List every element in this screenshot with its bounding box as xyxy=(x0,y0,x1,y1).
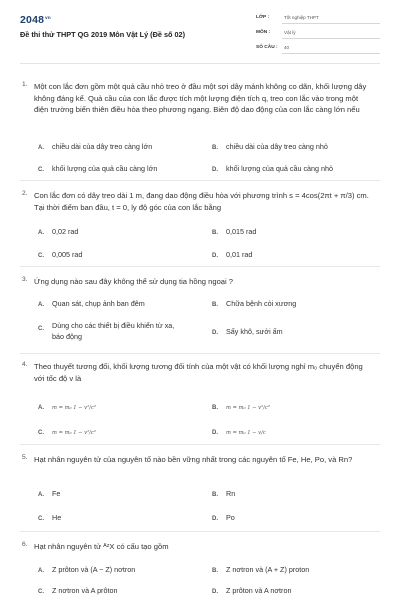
question-divider xyxy=(20,444,380,445)
option-a[interactable] xyxy=(38,226,78,239)
option-text: 0,015 rad xyxy=(226,227,257,236)
option-text: 0,02 rad xyxy=(52,227,79,236)
option-text: Sấy khô, sưởi ấm xyxy=(226,327,283,336)
option-c[interactable] xyxy=(38,320,188,342)
option-a[interactable] xyxy=(38,401,96,414)
option-d[interactable] xyxy=(212,326,283,339)
question-text: Theo thuyết tương đối, khối lượng tương đối tính của một vật có khối lượng nghỉ m₀ chuyển động với tốc độ v là xyxy=(34,362,363,383)
option-text: 0,01 rad xyxy=(226,250,253,259)
option-a[interactable] xyxy=(38,298,145,311)
option-text: Z prôton và (A − Z) nơtron xyxy=(52,565,136,574)
option-letter: D. xyxy=(212,516,218,522)
option-b[interactable] xyxy=(212,564,309,577)
question-number: 4. xyxy=(22,361,28,368)
option-b[interactable] xyxy=(212,401,270,414)
option-text: chiều dài của dây treo càng nhỏ xyxy=(226,142,328,151)
option-letter: C. xyxy=(38,430,44,436)
site-logo[interactable] xyxy=(20,14,51,26)
option-d[interactable] xyxy=(212,249,252,262)
option-d[interactable] xyxy=(212,426,266,439)
option-d[interactable] xyxy=(212,512,235,525)
option-text: Rn xyxy=(226,489,236,498)
option-letter: B. xyxy=(212,492,218,498)
question-text: Hạt nhân nguyên tử ᴬᶻX có cấu tạo gồm xyxy=(34,542,169,551)
option-text: khối lượng của quả cầu càng lớn xyxy=(52,164,158,173)
question-number: 6. xyxy=(22,541,28,548)
option-b[interactable] xyxy=(212,298,296,311)
question-number: 1. xyxy=(22,81,28,88)
option-letter: C. xyxy=(38,589,44,595)
option-letter: B. xyxy=(212,230,218,236)
option-letter: B. xyxy=(212,145,218,151)
option-text: chiều dài của dây treo càng lớn xyxy=(52,142,153,151)
question-text: Ứng dụng nào sau đây không thể sử dụng tia hồng ngoại ? xyxy=(34,277,234,286)
question-text: Một con lắc đơn gồm một quả cầu nhỏ treo ở đầu một sợi dây mảnh không co dãn, khối lượng dây không đáng kể. Quả cầu của con lắc được tích một lượng điện tích q, treo con lắc vào trong một điện trường biến thiên điều hòa theo phương ngang. Biên độ dao động của con lắc càng lớn nếu xyxy=(34,82,367,115)
option-a[interactable] xyxy=(38,488,60,501)
option-a[interactable] xyxy=(38,564,135,577)
option-c[interactable] xyxy=(38,585,117,598)
meta-value: 40 xyxy=(284,45,290,50)
option-text: Po xyxy=(226,513,235,522)
option-c[interactable] xyxy=(38,163,157,176)
meta-value: Tốt nghiệp THPT xyxy=(284,15,319,20)
option-a[interactable] xyxy=(38,141,152,154)
option-text: Chữa bệnh còi xương xyxy=(226,299,297,308)
option-c[interactable] xyxy=(38,426,96,439)
question-text: Con lắc đơn có dây treo dài 1 m, đang dao động điều hòa với phương trình s = 4cos(2πt + π/3) cm. Tại thời điểm ban đầu, t = 0, ly độ góc của con lắc bằng xyxy=(34,191,369,212)
option-letter: A. xyxy=(38,492,44,498)
option-letter: C. xyxy=(38,326,44,332)
option-text: Quan sát, chụp ảnh ban đêm xyxy=(52,299,145,308)
option-letter: B. xyxy=(212,302,218,308)
option-letter: B. xyxy=(212,405,218,411)
meta-key: LỚP : xyxy=(256,15,270,20)
option-letter: D. xyxy=(212,330,218,336)
question-text: Hạt nhân nguyên tử của nguyên tố nào bền vững nhất trong các nguyên tố Fe, He, Po, và Rn? xyxy=(34,455,353,464)
option-text: khối lượng của quả cầu càng nhỏ xyxy=(226,164,334,173)
formula-text: m = m₀ 1 − v²/c² xyxy=(226,405,270,411)
question-number: 3. xyxy=(22,276,28,283)
option-text: Z nơtron và (A + Z) proton xyxy=(226,565,310,574)
option-d[interactable] xyxy=(212,585,291,598)
exam-title: Đề thi thử THPT QG 2019 Môn Vật Lý (Đề số 02) xyxy=(20,30,186,39)
option-b[interactable] xyxy=(212,141,328,154)
option-text: Fe xyxy=(52,489,61,498)
header-divider xyxy=(20,63,380,64)
option-c[interactable] xyxy=(38,249,82,262)
question-divider xyxy=(20,180,380,181)
meta-value: Vật lý xyxy=(284,30,296,35)
option-b[interactable] xyxy=(212,488,235,501)
meta-underline xyxy=(282,38,380,39)
meta-underline xyxy=(282,23,380,24)
meta-key: MÔN : xyxy=(256,30,271,35)
exam-header xyxy=(0,0,400,64)
option-text: Z prôton và A nơtron xyxy=(226,586,292,595)
formula-text: m = m₀ 1 − v²/c² xyxy=(52,405,96,411)
logo-suffix: vn xyxy=(45,14,51,20)
question-divider xyxy=(20,531,380,532)
option-letter: A. xyxy=(38,145,44,151)
option-letter: A. xyxy=(38,405,44,411)
meta-key: SỐ CÂU : xyxy=(256,45,278,50)
option-text: He xyxy=(52,513,62,522)
option-letter: D. xyxy=(212,589,218,595)
option-letter: A. xyxy=(38,302,44,308)
question-divider xyxy=(20,266,380,267)
option-letter: D. xyxy=(212,430,218,436)
option-letter: A. xyxy=(38,230,44,236)
option-b[interactable] xyxy=(212,226,256,239)
option-letter: C. xyxy=(38,167,44,173)
formula-text: m = m₀ 1 − v/c xyxy=(226,430,266,436)
option-letter: B. xyxy=(212,568,218,574)
option-c[interactable] xyxy=(38,512,61,525)
question-divider xyxy=(20,353,380,354)
question-number: 2. xyxy=(22,190,28,197)
option-text: Dùng cho các thiết bị điều khiển từ xa, báo động xyxy=(52,321,175,341)
option-letter: D. xyxy=(212,253,218,259)
option-letter: A. xyxy=(38,568,44,574)
formula-text: m = m₀ 1 − v²/c² xyxy=(52,430,96,436)
option-d[interactable] xyxy=(212,163,333,176)
question-number: 5. xyxy=(22,454,28,461)
option-letter: D. xyxy=(212,167,218,173)
option-letter: C. xyxy=(38,516,44,522)
option-letter: C. xyxy=(38,253,44,259)
logo-text: 2048 xyxy=(20,14,45,26)
option-text: Z nơtron và A prôton xyxy=(52,586,118,595)
meta-underline xyxy=(282,53,380,54)
option-text: 0,005 rad xyxy=(52,250,83,259)
